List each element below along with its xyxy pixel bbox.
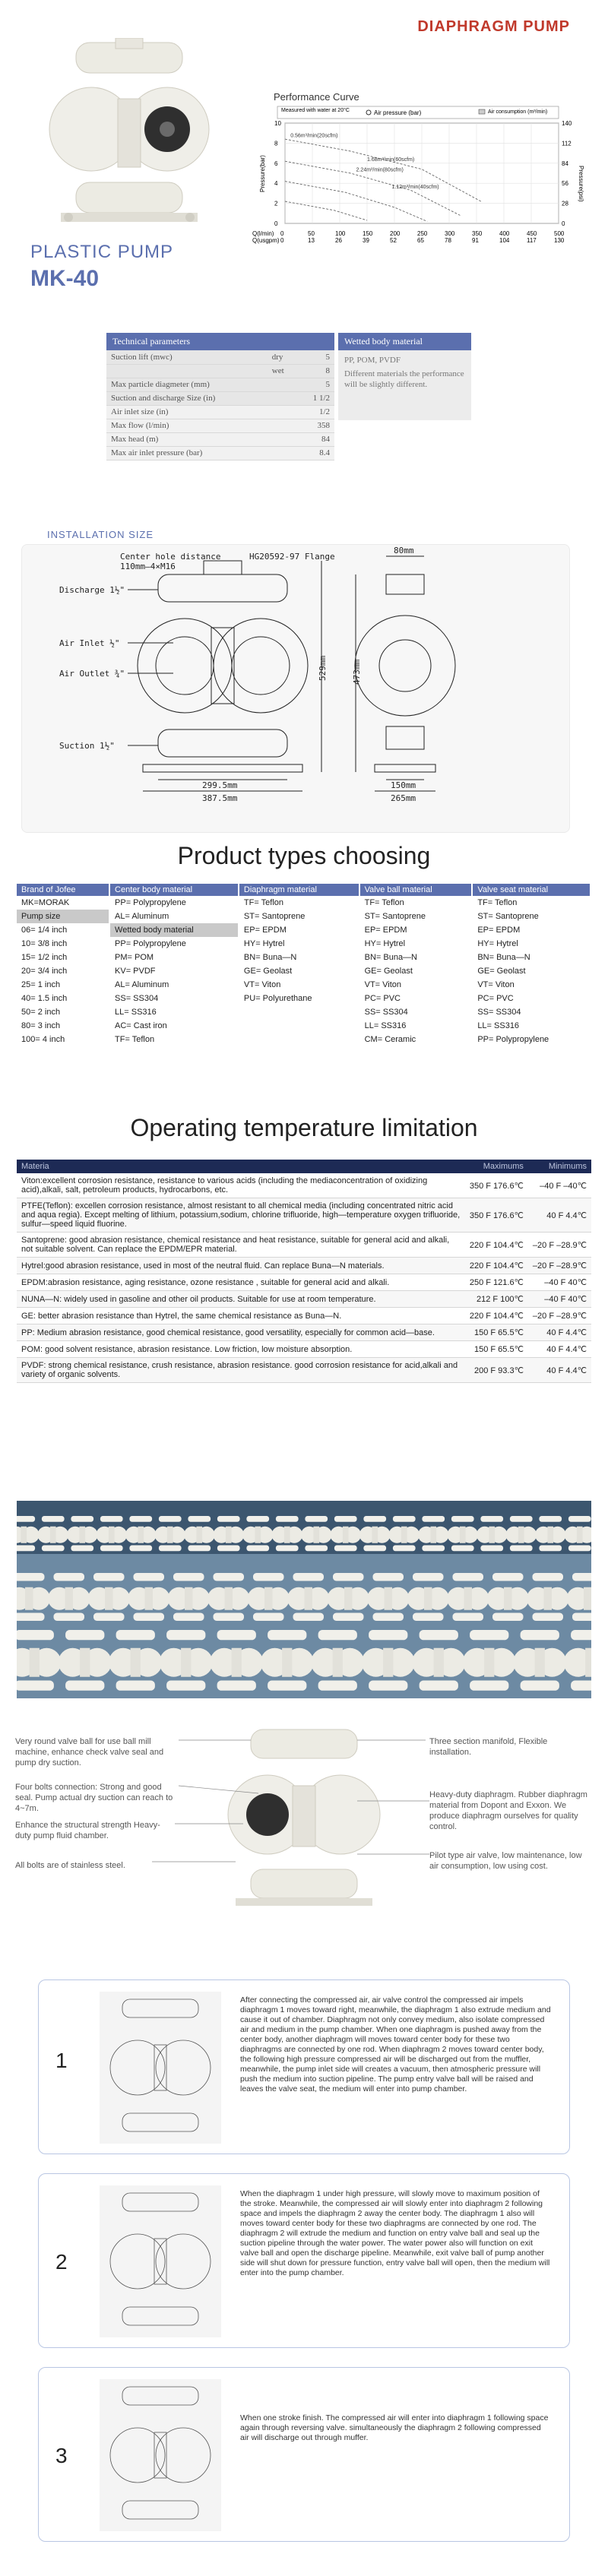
table-row [17, 1358, 591, 1383]
table-cell: 50= 2 inch [17, 1005, 109, 1019]
step-number: 3 [55, 2444, 68, 2467]
x-tick-gpm: 52 [390, 237, 397, 244]
table-cell: EP= EPDM [239, 923, 359, 937]
feature-fluid-chamber: Enhance the structural strength Heavy-duty pump fluid chamber. [15, 1821, 160, 1840]
table-row [17, 1274, 591, 1291]
pump-product-image [46, 38, 213, 236]
table-row [17, 1005, 591, 1019]
table-cell: VT= Viton [472, 978, 591, 992]
temps-col-material: Materia [17, 1160, 465, 1173]
table-cell: BN= Buna—N [239, 951, 359, 964]
product-types-col-1: Center body material [109, 884, 239, 896]
table-cell: 20= 3/4 inch [17, 964, 109, 978]
table-cell: CM= Ceramic [359, 1033, 473, 1046]
step-diagram [100, 1992, 221, 2144]
x-tick-gpm: 65 [417, 237, 424, 244]
feature-four-bolts: Four bolts connection: Strong and good seal. Pump actual dry suction can reach to 4~7m. [15, 1783, 173, 1813]
temps-col-min: Minimums [528, 1160, 591, 1173]
step-card-1 [38, 1979, 570, 2154]
material-description: POM: good solvent resistance, abrasion resistance. Low friction, low moisture absorption. [17, 1341, 465, 1358]
product-line: PLASTIC PUMP [30, 242, 174, 262]
table-row: Max air inlet pressure (bar) 8.4 [106, 446, 334, 460]
x-tick-lpm: 450 [527, 230, 537, 237]
installation-drawing [21, 544, 570, 833]
table-cell: Pump size [17, 910, 109, 923]
table-row: Max head (m) 84 [106, 432, 334, 446]
max-temp: 220 F 104.4℃ [465, 1258, 528, 1274]
x-tick-gpm: 0 [280, 237, 284, 244]
temperature-table [17, 1160, 591, 1383]
table-cell: PU= Polyurethane [239, 992, 359, 1005]
min-temp: –20 F –28.9℃ [528, 1258, 591, 1274]
table-row [17, 1173, 591, 1198]
table-cell: PP= Polypropylene [109, 896, 239, 910]
table-cell: EP= EPDM [472, 923, 591, 937]
curve-label: 0.56m³/min(20scfm) [290, 133, 338, 139]
table-row [17, 978, 591, 992]
curve-label: 2.24m³/min(80scfm) [356, 167, 404, 173]
technical-parameters-table [106, 333, 334, 460]
table-row [17, 1233, 591, 1258]
right-tick: 112 [562, 140, 572, 147]
table-cell: BN= Buna—N [359, 951, 473, 964]
table-cell: TF= Teflon [239, 896, 359, 910]
table-cell: SS= SS304 [359, 1005, 473, 1019]
table-cell: GE= Geolast [472, 964, 591, 978]
product-types-col-0: Brand of Jofee [17, 884, 109, 896]
table-cell: ST= Santoprene [472, 910, 591, 923]
dim-width-3: 150mm [391, 780, 416, 790]
min-temp: 40 F 4.4℃ [528, 1324, 591, 1341]
table-cell: 10= 3/8 inch [17, 937, 109, 951]
table-row [17, 1308, 591, 1324]
table-cell: VT= Viton [359, 978, 473, 992]
right-axis-label: Pressure(psi) [578, 166, 584, 202]
air-inlet-label: Air Inlet ½" [59, 638, 120, 648]
table-row [17, 1291, 591, 1308]
table-cell: 15= 1/2 inch [17, 951, 109, 964]
x-tick-lpm: 50 [308, 230, 315, 237]
x-tick-lpm: 400 [499, 230, 510, 237]
table-cell [239, 1005, 359, 1019]
warehouse-photo [17, 1501, 591, 1698]
table-row [17, 1258, 591, 1274]
temps-title: Operating temperature limitation [130, 1114, 478, 1141]
max-temp: 150 F 65.5℃ [465, 1324, 528, 1341]
table-cell: LL= SS316 [109, 1005, 239, 1019]
table-row: wet 8 [106, 364, 334, 378]
left-axis-label: Pressure(bar) [259, 155, 266, 192]
table-row [17, 896, 591, 910]
x-tick-gpm: 13 [308, 237, 315, 244]
min-temp: 40 F 4.4℃ [528, 1358, 591, 1383]
min-temp: –20 F –28.9℃ [528, 1233, 591, 1258]
step-number: 1 [55, 2049, 68, 2072]
left-tick: 0 [274, 220, 278, 227]
table-cell: KV= PVDF [109, 964, 239, 978]
material-description: PVDF: strong chemical resistance, crush resistance, abrasion resistance. good corrosion resistance for acid,alkali and variety of organic solvents. [17, 1358, 465, 1383]
step-card-3 [38, 2367, 570, 2542]
x-tick-gpm: 26 [335, 237, 342, 244]
max-temp: 220 F 104.4℃ [465, 1308, 528, 1324]
table-cell: HY= Hytrel [239, 937, 359, 951]
dim-width-1: 299.5mm [202, 780, 238, 790]
legend-air-pressure: Air pressure (bar) [374, 109, 422, 116]
curve-label: 1.12m³/min(40scfm) [391, 184, 439, 190]
dim-top: 80mm [394, 546, 414, 555]
table-cell: 80= 3 inch [17, 1019, 109, 1033]
table-row: Max particle diagmeter (mm) 5 [106, 378, 334, 391]
page-title: DIAPHRAGM PUMP [417, 18, 570, 35]
table-cell: TF= Teflon [109, 1033, 239, 1046]
table-cell: 40= 1.5 inch [17, 992, 109, 1005]
table-row [17, 951, 591, 964]
material-description: Viton:excellent corrosion resistance, resistance to various acids (including the mediaconcentration of oxidizing acid),alkali, salt, petroleum products, hydrocarbons, etc. [17, 1173, 465, 1198]
model-number: MK-40 [30, 266, 100, 291]
table-cell: HY= Hytrel [359, 937, 473, 951]
product-types-col-2: Diaphragm material [239, 884, 359, 896]
min-temp: –40 F –40℃ [528, 1173, 591, 1198]
air-outlet-label: Air Outlet ¾" [59, 669, 125, 679]
x-tick-lpm: 250 [417, 230, 428, 237]
step-diagram [100, 2185, 221, 2337]
table-cell: AL= Aluminum [109, 910, 239, 923]
material-description: EPDM:abrasion resistance, aging resistance, ozone resistance , suitable for general acid and alkali. [17, 1274, 465, 1291]
table-cell: PP= Polypropylene [472, 1033, 591, 1046]
wetted-material-box [338, 333, 471, 420]
x-tick-gpm: 39 [363, 237, 369, 244]
dim-width-2: 387.5mm [202, 793, 238, 803]
wetted-header: Wetted body material [338, 333, 471, 350]
x-tick-gpm: 91 [472, 237, 479, 244]
left-tick: 10 [274, 120, 281, 127]
table-cell: GE= Geolast [239, 964, 359, 978]
table-cell: 06= 1/4 inch [17, 923, 109, 937]
center-hole-label: Center hole distance [120, 552, 221, 562]
right-tick: 0 [562, 220, 565, 227]
max-temp: 212 F 100℃ [465, 1291, 528, 1308]
table-cell: Wetted body material [109, 923, 239, 937]
wetted-note: Different materials the performance will be slightly different. [344, 369, 464, 389]
table-row: Suction and discharge Size (in) 1 1/2 [106, 391, 334, 405]
table-cell [239, 1033, 359, 1046]
min-temp: –20 F –28.9℃ [528, 1308, 591, 1324]
chart-title: Performance Curve [274, 91, 359, 103]
feature-valve-ball: Very round valve ball for use ball mill machine, enhance check valve seal and pump dry suction. [15, 1737, 164, 1767]
legend-water: Measured with water at 20°C [281, 108, 350, 113]
max-temp: 350 F 176.6℃ [465, 1173, 528, 1198]
min-temp: 40 F 4.4℃ [528, 1341, 591, 1358]
table-cell: MK=MORAK [17, 896, 109, 910]
max-temp: 350 F 176.6℃ [465, 1198, 528, 1233]
table-row [17, 964, 591, 978]
table-cell: PM= POM [109, 951, 239, 964]
dim-width-4: 265mm [391, 793, 416, 803]
flange-label: HG20592-97 Flange [249, 552, 335, 562]
table-cell: EP= EPDM [359, 923, 473, 937]
right-tick: 56 [562, 180, 568, 188]
legend-air-consumption: Air consumption (m³/min) [488, 109, 548, 115]
dim-height-2: 473mm [352, 659, 362, 685]
x-tick-gpm: 130 [554, 237, 565, 244]
bolt-label: 110mm—4×M16 [120, 562, 176, 571]
table-cell: TF= Teflon [472, 896, 591, 910]
left-tick: 6 [274, 160, 278, 167]
feature-manifold: Three section manifold, Flexible installation. [429, 1737, 548, 1757]
feature-stainless-bolts: All bolts are of stainless steel. [15, 1861, 125, 1870]
table-row [17, 1019, 591, 1033]
x-label-lpm: Q(l/min) [252, 230, 274, 237]
table-cell: PC= PVC [359, 992, 473, 1005]
table-cell: AL= Aluminum [109, 978, 239, 992]
product-types-title: Product types choosing [177, 842, 431, 869]
step-number: 2 [55, 2250, 68, 2274]
step-text: When the diaphragm 1 under high pressure, will slowly move to maximum position of the stroke. Meanwhile, the compressed air will slowly enter into diaphragm 2 following space and impels the diaphragm 2 away the center body. The diaphragm 1 also will moves toward center body for these two diaphragms are connected by one rod. The diaphragm 2 will extrude the medium and function on entry valve ball and seal up the suction pipeline through the water power. The water power also will function on exit valve ball and open the discharge pipeline. Meanwhile, exit valve ball of pump another side will shut down for pressure function, entry valve ball will open, then the medium will enter into the pump chamber. [240, 2189, 550, 2277]
table-row [17, 1341, 591, 1358]
x-tick-lpm: 300 [445, 230, 455, 237]
max-temp: 250 F 121.6℃ [465, 1274, 528, 1291]
max-temp: 150 F 65.5℃ [465, 1341, 528, 1358]
feature-diaphragm: Heavy-duty diaphragm. Rubber diaphragm material from Dopont and Exxon. We produce diaphragm ourselves for quality control. [429, 1790, 587, 1831]
x-tick-lpm: 100 [335, 230, 346, 237]
table-cell: 100= 4 inch [17, 1033, 109, 1046]
min-temp: 40 F 4.4℃ [528, 1198, 591, 1233]
table-cell: TF= Teflon [359, 896, 473, 910]
step-diagram [100, 2379, 221, 2531]
table-cell: PC= PVC [472, 992, 591, 1005]
min-temp: –40 F 40℃ [528, 1274, 591, 1291]
material-description: NUNA—N: widely used in gasoline and other oil products. Suitable for use at room temperature. [17, 1291, 465, 1308]
table-cell [239, 1019, 359, 1033]
table-cell: BN= Buna—N [472, 951, 591, 964]
material-description: PP: Medium abrasion resistance, good chemical resistance, good versatility, especially for common acid—base. [17, 1324, 465, 1341]
x-tick-lpm: 500 [554, 230, 565, 237]
max-temp: 220 F 104.4℃ [465, 1233, 528, 1258]
table-cell: GE= Geolast [359, 964, 473, 978]
table-row [17, 1198, 591, 1233]
left-tick: 2 [274, 200, 278, 207]
performance-chart [251, 105, 585, 264]
x-tick-gpm: 78 [445, 237, 451, 244]
wetted-materials: PP, POM, PVDF [344, 356, 401, 365]
installation-label: INSTALLATION SIZE [47, 529, 154, 540]
right-tick: 140 [562, 120, 572, 127]
table-cell: SS= SS304 [472, 1005, 591, 1019]
right-tick: 84 [562, 160, 568, 167]
table-row [17, 923, 591, 937]
tech-header: Technical parameters [106, 333, 334, 350]
table-row: Suction lift (mwc) dry 5 [106, 350, 334, 364]
curve-label: 1.68m³/min(60scfm) [367, 157, 415, 163]
material-description: GE: better abrasion resistance than Hytrel, the same chemical resistance as Buna—N. [17, 1308, 465, 1324]
x-tick-lpm: 150 [363, 230, 373, 237]
x-label-gpm: Q(usgpm) [252, 237, 280, 244]
product-types-col-3: Valve ball material [359, 884, 473, 896]
max-temp: 200 F 93.3℃ [465, 1358, 528, 1383]
table-cell: ST= Santoprene [359, 910, 473, 923]
x-tick-lpm: 200 [390, 230, 401, 237]
feature-air-valve: Pilot type air valve, low maintenance, low air consumption, low using cost. [429, 1851, 582, 1871]
table-cell: LL= SS316 [359, 1019, 473, 1033]
table-row: Air inlet size (in) 1/2 [106, 405, 334, 419]
product-types-table [17, 884, 591, 1046]
table-cell: SS= SS304 [109, 992, 239, 1005]
table-row [17, 910, 591, 923]
table-cell: LL= SS316 [472, 1019, 591, 1033]
step-text: When one stroke finish. The compressed air will enter into diaphragm 1 following space again through reversing valve. simultaneously the diaphragm 2 following compressed air will discharge out through muffer. [240, 2413, 549, 2442]
left-tick: 4 [274, 180, 278, 188]
table-cell: ST= Santoprene [239, 910, 359, 923]
table-cell: PP= Polypropylene [109, 937, 239, 951]
min-temp: –40 F 40℃ [528, 1291, 591, 1308]
temps-col-max: Maximums [465, 1160, 528, 1173]
discharge-label: Discharge 1½" [59, 585, 125, 595]
material-description: Hytrel:good abrasion resistance, used in most of the neutral fluid. Can replace Buna—N materials. [17, 1258, 465, 1274]
x-tick-gpm: 117 [527, 237, 537, 244]
right-tick: 28 [562, 200, 568, 207]
left-tick: 8 [274, 140, 278, 147]
suction-label: Suction 1½" [59, 741, 115, 751]
material-description: Santoprene: good abrasion resistance, chemical resistance and heat resistance, suitable for general acid and alkali, not suitable solvent. Can replace the EPDM/EPR material. [17, 1233, 465, 1258]
product-types-col-4: Valve seat material [472, 884, 591, 896]
table-row: Max flow (l/min) 358 [106, 419, 334, 432]
x-tick-lpm: 350 [472, 230, 483, 237]
x-tick-lpm: 0 [280, 230, 284, 237]
step-text: After connecting the compressed air, air valve control the compressed air impels diaphragm 1 moves toward right, meanwhile, the diaphragm 1 also extrude medium and cause it out of chamber. Diaphragm not only convey medium, also isolate compressed air and medium in the pump chamber. When one diaphragm is pushed away from the center body, another diaphragm will moves toward center body for these two diaphragms are connected by one rod. When diaphragm 2 moves toward center body, the following high pressure compressed air will be discharged out from the muffler, meanwhile, the pump inlet side will creates a vacuum, then atmospheric pressure will push the medium into suction pipeline. The pump entry valve ball will be raised and leaves the valve seat, the medium will enter into pump chamber. [240, 1995, 551, 2093]
material-description: PTFE(Teflon): excellen corrosion resistance, almost resistant to all chemical media (including concentrated nitric acid and aqua regia). Except melting of lithium, potassium,sodium, chlorine trifluoride, high—temperature oxygen trifluoride, sulfur—speed liquid fluorine. [17, 1198, 465, 1233]
table-row [17, 992, 591, 1005]
table-cell: 25= 1 inch [17, 978, 109, 992]
step-card-2 [38, 2173, 570, 2348]
table-cell: HY= Hytrel [472, 937, 591, 951]
table-cell: VT= Viton [239, 978, 359, 992]
table-row [17, 937, 591, 951]
x-tick-gpm: 104 [499, 237, 510, 244]
table-row [17, 1033, 591, 1046]
table-cell: AC= Cast iron [109, 1019, 239, 1033]
dim-height: 529mm [318, 655, 328, 681]
table-row [17, 1324, 591, 1341]
